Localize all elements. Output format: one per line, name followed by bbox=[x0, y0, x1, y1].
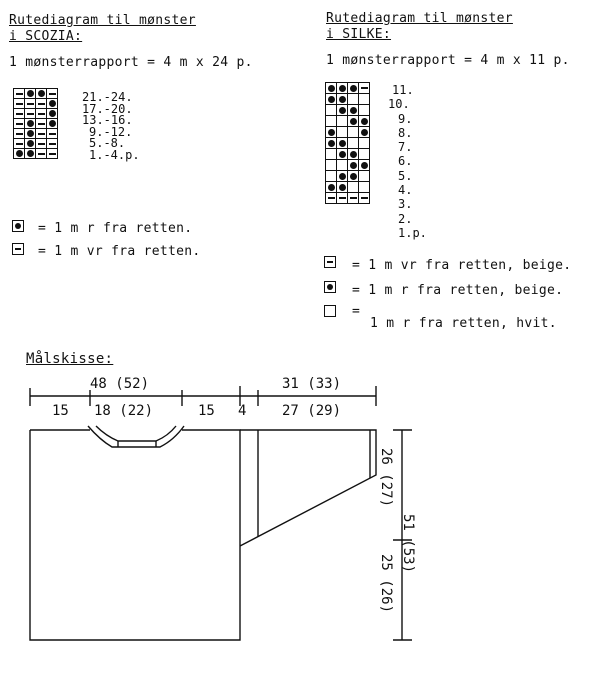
row-label: 11. bbox=[392, 83, 414, 97]
seg-neck-label: 18 (22) bbox=[94, 403, 154, 419]
silke-title-line1: Rutediagram til mønster bbox=[326, 11, 513, 26]
seg-right-label: 15 bbox=[198, 403, 215, 419]
sketch-title: Målskisse: bbox=[26, 351, 114, 367]
row-label: 9.-12. bbox=[89, 124, 133, 139]
seg-sleeve-label: 27 (29) bbox=[282, 403, 342, 419]
scozia-legend-1: = 1 m r fra retten. bbox=[38, 221, 193, 236]
silke-legend-2: = 1 m r fra retten, beige. bbox=[352, 283, 564, 298]
row-label: 4. bbox=[398, 183, 413, 198]
row-label: 3. bbox=[398, 197, 413, 212]
height-lower-label: 25 (26) bbox=[378, 554, 394, 614]
row-label: 17.-20. bbox=[82, 101, 133, 116]
row-label: 10. bbox=[388, 97, 410, 112]
sleeve-length-label: 31 (33) bbox=[282, 376, 342, 392]
scozia-title-line2: i SCOZIA: bbox=[9, 29, 83, 44]
row-label: 13.-16. bbox=[82, 113, 133, 127]
height-upper-label: 26 (27) bbox=[378, 448, 394, 508]
total-width-label: 48 (52) bbox=[90, 376, 150, 392]
silke-legend-3-eq: = bbox=[352, 304, 361, 319]
seg-left-label: 15 bbox=[52, 403, 69, 419]
silke-legend-1: = 1 m vr fra retten, beige. bbox=[352, 258, 572, 273]
row-label: 21.-24. bbox=[82, 90, 133, 104]
seg-4-label: 4 bbox=[238, 403, 247, 419]
silke-rapport: 1 mønsterrapport = 4 m x 11 p. bbox=[326, 53, 570, 68]
row-label: 8. bbox=[398, 125, 413, 140]
scozia-legend-2: = 1 m vr fra retten. bbox=[38, 244, 201, 259]
silke-legend-3: 1 m r fra retten, hvit. bbox=[370, 316, 557, 331]
row-label: 7. bbox=[398, 140, 413, 155]
silke-title-line2: i SILKE: bbox=[326, 27, 392, 42]
row-label: 5.-8. bbox=[89, 136, 126, 150]
row-label: 5. bbox=[398, 168, 413, 183]
body-outline bbox=[30, 430, 240, 640]
height-total-label: 51 (53) bbox=[400, 514, 416, 574]
neckline bbox=[88, 426, 184, 447]
row-label: 1.-4.p. bbox=[89, 147, 140, 162]
sleeve-outline bbox=[240, 430, 376, 546]
row-label: 6. bbox=[398, 154, 413, 169]
row-label: 9. bbox=[398, 111, 413, 126]
scozia-title-line1: Rutediagram til mønster bbox=[9, 13, 196, 28]
row-label: 1.p. bbox=[398, 225, 427, 240]
scozia-rapport: 1 mønsterrapport = 4 m x 24 p. bbox=[9, 55, 253, 70]
row-label: 2. bbox=[398, 211, 413, 226]
